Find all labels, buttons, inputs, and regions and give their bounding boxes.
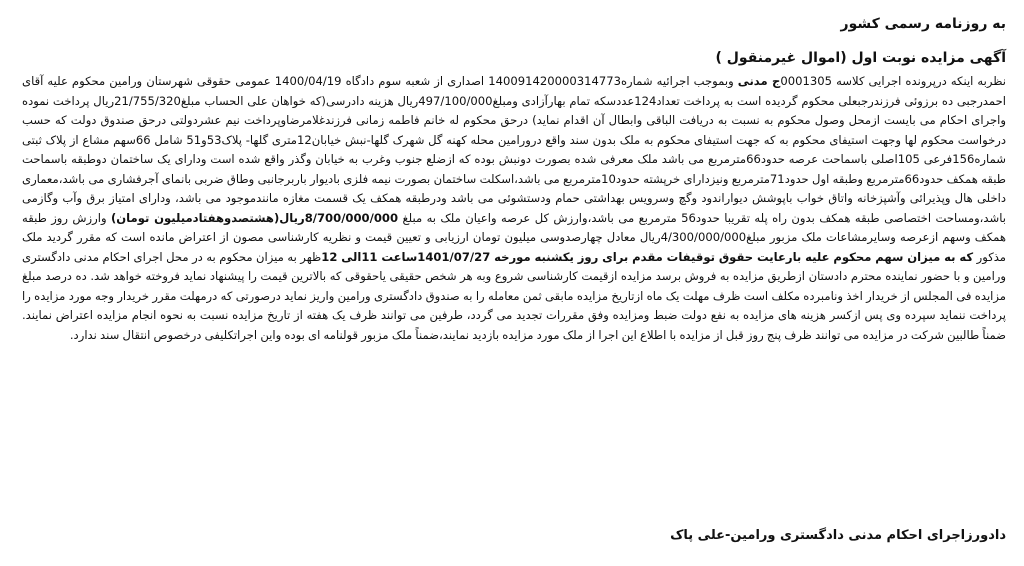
newspaper-source: به روزنامه رسمی کشور [840,16,1006,32]
notice-body [22,72,1006,345]
signature: دادورزاجرای احکام مدنی دادگستری ورامین-علی پاک [670,528,1006,543]
body-segment: نظربه اینکه درپرونده اجرایی کلاسه 0001305 [780,74,1007,88]
body-segment: وبموجب اجرائیه شماره140091420000314773 اصداری از شعبه سوم دادگاه 1400/04/19 عمومی حقوقی شهرستان ورامین محکوم علیه آقای احمدرجبی ده برزوئی فرزندرجبعلی محکوم گردیده است به پرداخت تعداد124عددسکه تمام بهارآزادی ومبلغ497/100/000ریال هزینه دادرسی(که خواهان علی الحساب مبلغ21/755/320ریال پرداخت نموده واجرای احکام می بایست ازمحل وصول محکوم به نسبت به دریافت الباقی وابطال آن اقدام نماید) درحق محکوم له خانم فاطمه زمانی فرزندغلامرضاوپرداخت نیم عشردولتی درحق صندوق دولت که حسب درخواست محکوم لها وجهت استیفای محکوم به که جهت استیفای محکوم به ملک بدون سند واقع درورامین محله کهنه گل شهرک گلها-نبش خیابان12متری گلها- پلاک53و51 شامل 66سهم مشاع از پلاک ثبتی شماره156فرعی 105اصلی باسماحت عرصه حدود66مترمربع می باشد ملک معرفی شده بصورت دونبش بوده که ازضلع جنوب وغرب به خیابان وگذر واقع شده است ودارای یک ساختمان دوطبقه باسماحت طبقه همکف حدود66مترمربع وطبقه اول حدود71مترمربع ونیزدارای خرپشته حدود10مترمربع می باشد،اسکلت ساختمان بصورت نیمه فلزی بادیوار باربرجانبی وطاق ضربی بانمای آجرفشاری می باشد،معماری داخلی هال وپذیرائی وآشپزخانه واتاق خواب باپوشش دیواراندود وگچ وسرویس بهداشتی حمام ودستشوئی می باشد ودرطبقه همکف یک قسمت مغازه مانندموجود می باشد، ودارای امتیاز برق وآب وگازمی باشد،ومساحت اختصاصی طبقه همکف بدون راه پله تقریبا حدود56 مترمربع می باشد،وارزش کل عرصه واعیان ملک به مبلغ [22,74,1007,225]
auction-date-time: که به میزان سهم محکوم علیه بارعایت حقوق توقیفات مقدم برای روز یکشنبه مورخه 1401/07/27ساعت 11الی 12 [321,249,974,264]
case-type: ج مدنی [737,74,781,88]
notice-title: آگهی مزایده نوبت اول (اموال غیرمنقول ) [715,50,1006,66]
body-segment: وارزش روز طبقه همکف وسهم ازعرصه وسایرمشاعات ملک مزبور مبلغ4/300/000/000ریال معادل چهارصدوسی میلیون تومان ارزیابی و تعیین قیمت و نظریه کارشناسی مصون از اعتراض مانده است که مقرر گردید ملک مذکور [22,210,1007,264]
body-segment: ظهر به میزان محکوم به در محل اجرای احکام مدنی دادگستری ورامین و با حضور نماینده محترم دادستان ازطریق مزایده به فروش برسد مزایده ازقیمت کارشناسی شروع وبه هر شخص حقیقی یاحقوقی که بالاترین قیمت را پیشنهاد نماید فروخته خواهد شد. ده درصد مبلغ مزایده فی المجلس از خریدار اخذ ونامبرده مکلف است ظرف مهلت یک ماه ازتاریخ مزایده مابقی ثمن معامله را به صندوق دادگستری ورامین واریز نماید درصورتی که درمهلت مقرر خریدار وجه مورد مزایده را پرداخت ننماید سپرده وی پس ازکسر هزینه های مزایده به نفع دولت ضبط ومزایده وفق مقررات تجدید می گردد، طرفین می توانند ظرف یک هفته از تاریخ مزایده نسبت به نحوه انجام مزایده اعتراض نمایند. ضمناً طالبین شرکت در مزایده می توانند ظرف پنج روز قبل از مزایده با اطلاع این اجرا از ملک مورد مزایده بازدید نمایند،ضمناً ملک مزبور قولنامه ای بوده واین اجراتکلیفی درخصوص انتقال سند ندارد. [22,249,1006,342]
total-valuation: 8/700/000/000ریال(هشتصدوهفتادمیلیون تومان) [110,210,399,225]
